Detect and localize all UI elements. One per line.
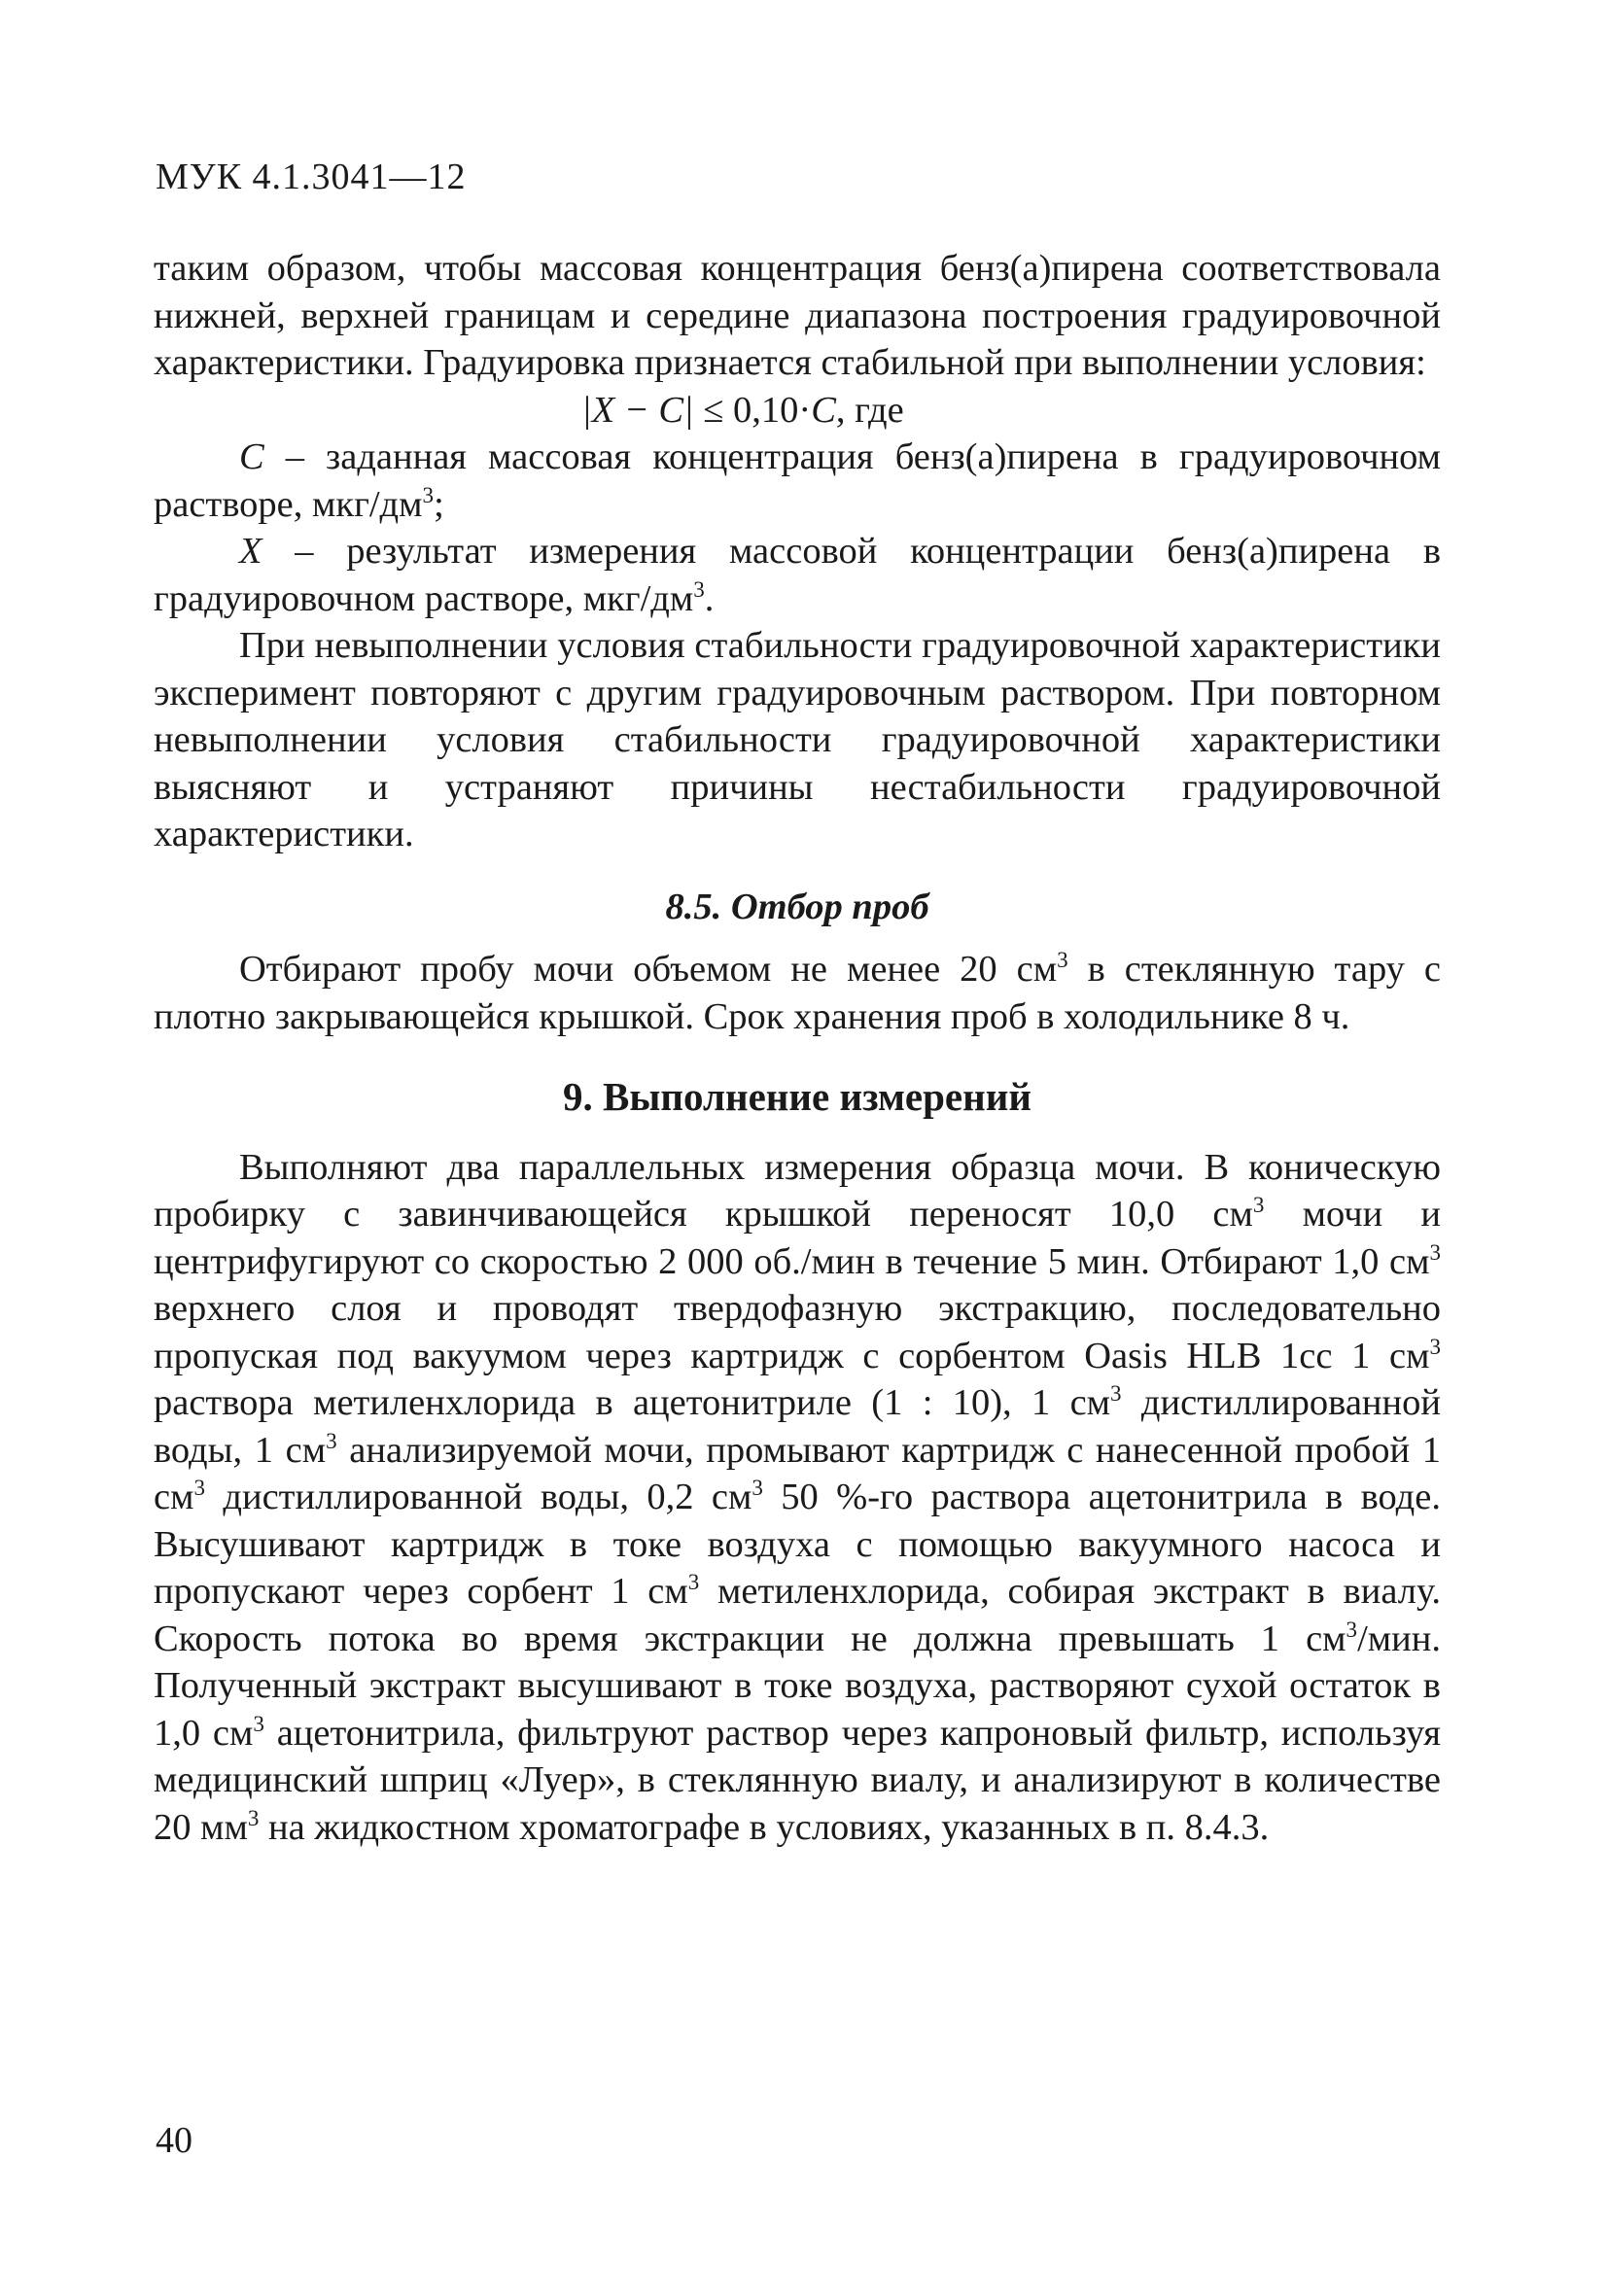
definition-c-symbol: C <box>239 436 264 477</box>
unit-power: 3 <box>752 1475 763 1501</box>
unit-power: 3 <box>1429 1238 1441 1265</box>
procedure-segment: верхнего слоя и проводят твердофазную экстракцию, последовательно пропуская под вакуумом через картридж с сорбентом Oasis HLB 1cc 1 см <box>154 1288 1441 1376</box>
sampling-text-before: Отбирают пробу мочи объемом не менее 20 см <box>239 949 1058 990</box>
unit-power: 3 <box>1057 947 1068 973</box>
unit-power: 3 <box>422 481 435 507</box>
subsection-heading-8-5: 8.5. Отбор проб <box>665 886 929 927</box>
definition-x-text: – результат измерения массовой концентрации бенз(а)пирена в градуировочном растворе, мкг/дм <box>154 531 1441 619</box>
unit-power: 3 <box>1110 1380 1122 1407</box>
definition-c-end: ; <box>434 483 444 525</box>
document-code-header: МУК 4.1.3041—12 <box>156 157 467 197</box>
procedure-segment: /мин. Полученный экстракт высушивают в токе воздуха, растворяют сухой остаток в 1,0 см <box>154 1618 1441 1754</box>
unit-power: 3 <box>193 1475 205 1501</box>
formula-relation: ≤ 0,10· <box>693 389 812 431</box>
definition-x-symbol: X <box>239 531 262 572</box>
procedure-segment: ацетонитрила, фильтруют раствор через капроновый фильтр, используя медицинский шприц «Луер», в стеклянную виалу, и анализируют в количестве 20 мм <box>154 1712 1441 1848</box>
definition-c <box>154 434 1441 528</box>
formula-c-variable: C <box>811 389 836 431</box>
unit-power: 3 <box>693 575 705 602</box>
stability-formula <box>154 387 1441 435</box>
procedure-segment: мочи и центрифугируют со скоростью 2 000 об./мин в течение 5 мин. Отбирают 1,0 см <box>154 1194 1441 1282</box>
unit-power: 3 <box>1429 1333 1441 1359</box>
unit-power: 3 <box>247 1804 260 1830</box>
procedure-segment: на жидкостном хроматографе в условиях, указанных в п. 8.4.3. <box>259 1806 1270 1848</box>
paragraph-instability: При невыполнении условия стабильности градуировочной характеристики эксперимент повторяют с другим градуировочным раствором. При повторном невыполнении условия стабильности градуировочной характеристики выясняют и устраняют причины нестабильности градуировочной характеристики. <box>154 625 1441 854</box>
section-heading-9: 9. Выполнение измерений <box>563 1074 1031 1119</box>
page-number: 40 <box>156 2120 192 2161</box>
procedure-segment: метиленхлорида, собирая экстракт в виалу. Скорость потока во время экстракции не должна превышать 1 см <box>154 1571 1441 1659</box>
unit-power: 3 <box>1252 1192 1265 1218</box>
procedure-segment: дистиллированной воды, 0,2 см <box>205 1477 752 1517</box>
unit-power: 3 <box>687 1569 700 1595</box>
sampling-text-after: в стеклянную тару с плотно закрывающейся крышкой. Срок хранения проб в холодильнике 8 ч. <box>154 949 1441 1037</box>
unit-power: 3 <box>253 1710 264 1736</box>
unit-power: 3 <box>326 1427 337 1453</box>
unit-power: 3 <box>1346 1616 1358 1642</box>
procedure-segment: 50 %-го раствора ацетонитрила в воде. Высушивают картридж в токе воздуха с помощью вакуумного насоса и пропускают через сорбент 1 см <box>154 1477 1441 1612</box>
procedure-segment: Выполняют два параллельных измерения образца мочи. В коническую пробирку с завинчивающейся крышкой переносят 10,0 см <box>154 1146 1441 1235</box>
definition-x-end: . <box>704 577 715 619</box>
formula-abs-expression: |X − C| <box>581 389 694 431</box>
paragraph-sampling <box>154 946 1441 1040</box>
procedure-segment: раствора метиленхлорида в ацетонитриле (1 : 10), 1 см <box>154 1382 1111 1423</box>
procedure-segment: анализируемой мочи, промывают картридж с нанесенной пробой 1 см <box>154 1429 1442 1517</box>
paragraph-calibration-continuation: таким образом, чтобы массовая концентрация бенз(а)пирена соответствовала нижней, верхней границам и середине диапазона построения градуировочной характеристики. Градуировка признается стабильной при выполнении условия: <box>154 248 1441 383</box>
paragraph-measurement-procedure <box>154 1144 1441 1852</box>
procedure-segment: дистиллированной воды, 1 см <box>154 1382 1441 1471</box>
definition-c-text: – заданная массовая концентрация бенз(а)пирена в градуировочном растворе, мкг/дм <box>154 436 1441 525</box>
page-body <box>154 245 1441 1851</box>
formula-suffix: , где <box>835 389 904 431</box>
definition-x <box>154 528 1441 622</box>
